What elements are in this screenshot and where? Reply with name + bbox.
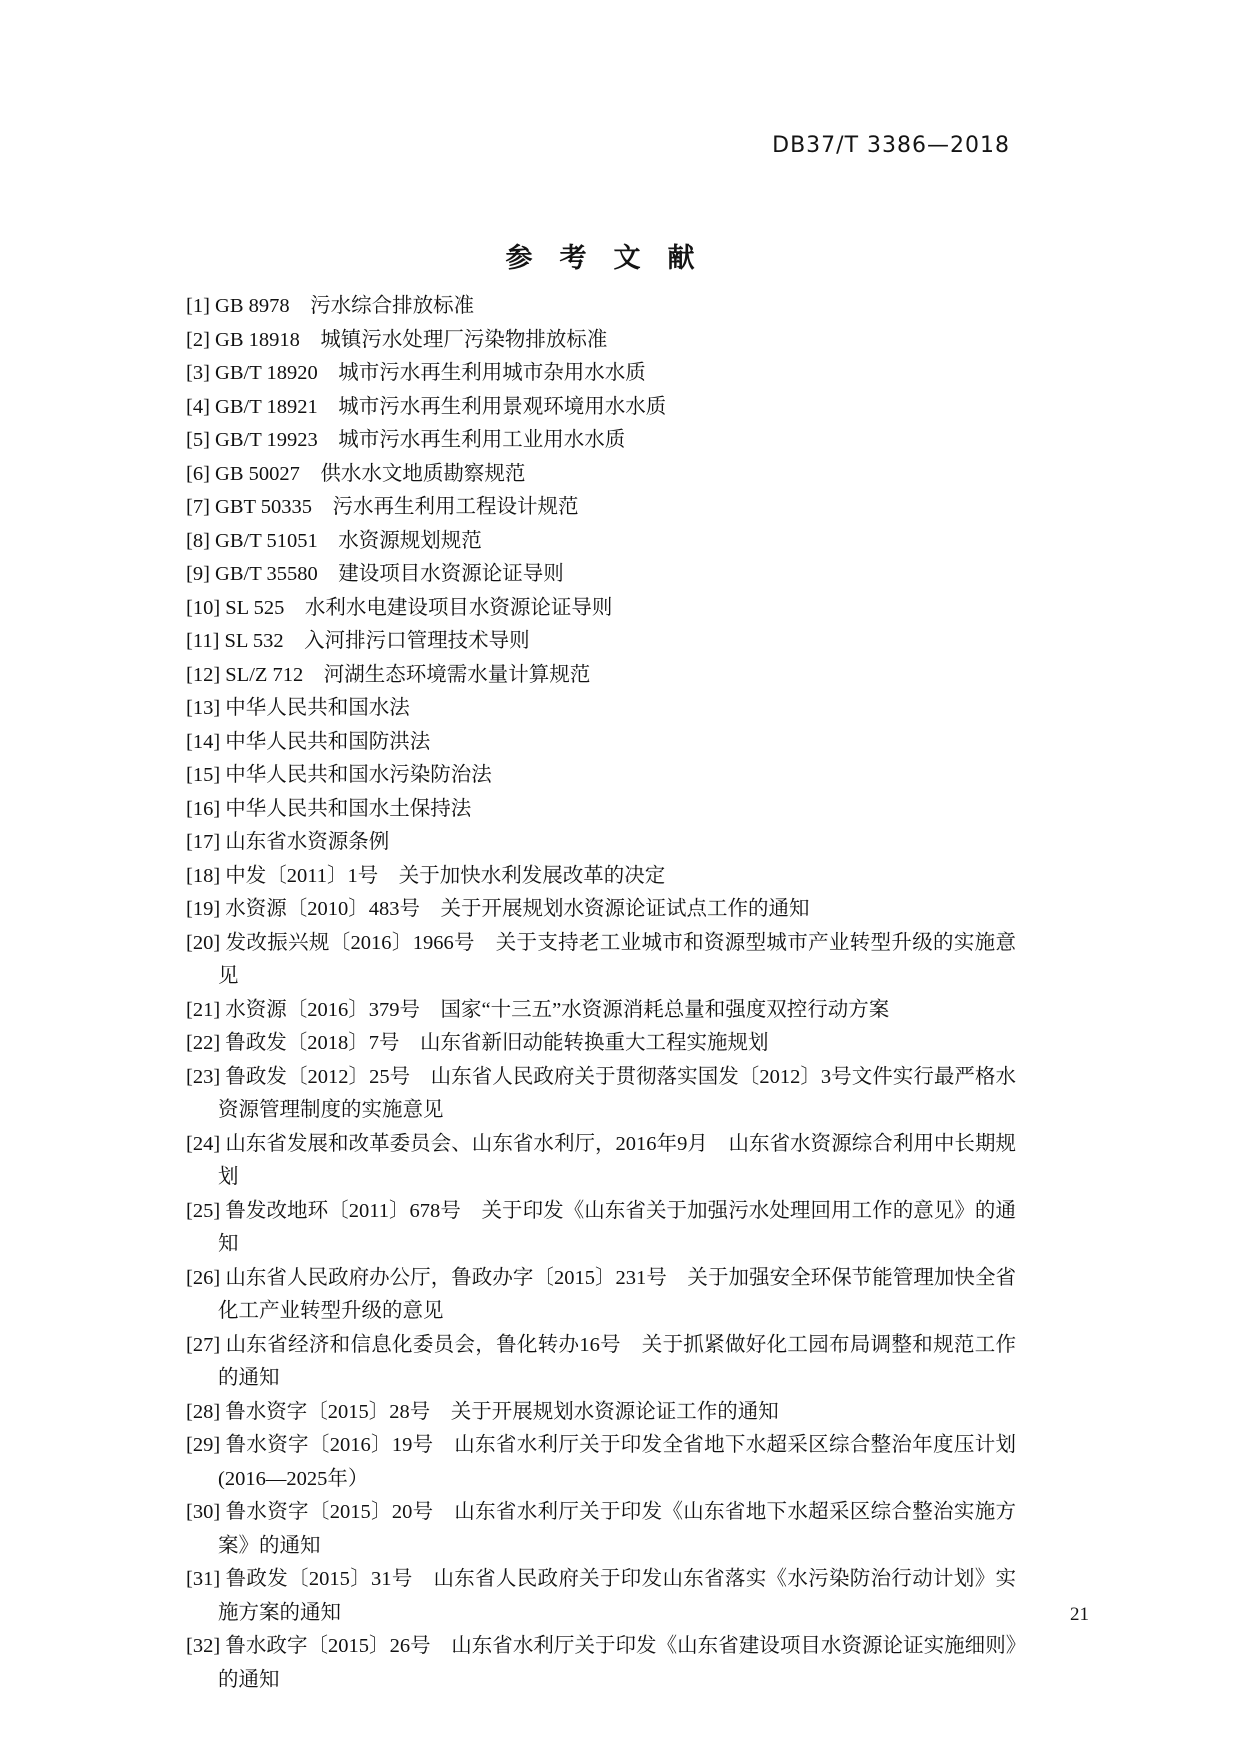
reference-item: [186, 1262, 1016, 1329]
reference-text: GB/T 18921 城市污水再生利用景观环境用水水质: [215, 395, 667, 418]
reference-item: [186, 592, 1016, 626]
reference-item: [186, 625, 1016, 659]
reference-label: [18]: [186, 864, 221, 887]
reference-text: 中华人民共和国防洪法: [225, 730, 431, 753]
reference-text: 山东省发展和改革委员会、山东省水利厅，2016年9月 山东省水资源综合利用中长期规划: [218, 1132, 1017, 1188]
reference-text: 鲁政发〔2015〕31号 山东省人民政府关于印发山东省落实《水污染防治行动计划》实施方案的通知: [218, 1568, 1017, 1624]
reference-item: [186, 424, 1016, 458]
reference-item: [186, 860, 1016, 894]
reference-text: 中发〔2011〕1号 关于加快水利发展改革的决定: [225, 864, 666, 887]
reference-item: [186, 659, 1016, 693]
reference-label: [19]: [186, 898, 221, 920]
reference-item: [186, 558, 1016, 592]
reference-item: [186, 1329, 1016, 1396]
reference-item: [186, 1396, 1016, 1430]
reference-label: [22]: [186, 1032, 221, 1054]
reference-label: [5]: [186, 429, 210, 451]
reference-label: [2]: [186, 328, 210, 351]
page-title: 参 考 文 献: [505, 243, 695, 273]
reference-text: 鲁水资字〔2015〕20号 山东省水利厅关于印发《山东省地下水超采区综合整治实施方案》的通知: [218, 1501, 1017, 1557]
reference-item: [186, 1563, 1016, 1630]
reference-label: [13]: [186, 697, 221, 719]
reference-label: [12]: [186, 663, 221, 686]
reference-text: GB 18918 城镇污水处理厂污染物排放标准: [215, 328, 608, 351]
reference-label: [14]: [186, 730, 221, 753]
reference-list: [186, 290, 1016, 1697]
reference-label: [4]: [186, 395, 210, 418]
reference-text: GB/T 51051 水资源规划规范: [215, 529, 482, 552]
reference-label: [29]: [186, 1434, 221, 1456]
reference-item: [186, 458, 1016, 492]
reference-label: [1]: [186, 295, 210, 317]
reference-label: [3]: [186, 362, 210, 384]
reference-label: [20]: [186, 931, 221, 954]
reference-item: [186, 1027, 1016, 1061]
reference-item: [186, 324, 1016, 358]
reference-text: GB/T 18920 城市污水再生利用城市杂用水水质: [215, 362, 646, 384]
reference-label: [7]: [186, 496, 210, 518]
reference-label: [11]: [186, 630, 220, 652]
reference-text: 水资源〔2010〕483号 关于开展规划水资源论证试点工作的通知: [225, 898, 810, 920]
reference-label: [32]: [186, 1635, 221, 1657]
reference-label: [27]: [186, 1333, 221, 1356]
reference-item: [186, 1128, 1016, 1195]
reference-item: [186, 525, 1016, 559]
reference-label: [25]: [186, 1199, 221, 1222]
reference-item: [186, 290, 1016, 324]
standard-number: DB37/T 3386—2018: [772, 133, 1010, 158]
reference-item: [186, 1061, 1016, 1128]
reference-text: 鲁水资字〔2016〕19号 山东省水利厅关于印发全省地下水超采区综合整治年度压计划(2016—2025年）: [218, 1434, 1017, 1490]
reference-text: 鲁水政字〔2015〕26号 山东省水利厅关于印发《山东省建设项目水资源论证实施细则》的通知: [218, 1635, 1017, 1691]
reference-label: [8]: [186, 529, 210, 552]
reference-text: 鲁政发〔2012〕25号 山东省人民政府关于贯彻落实国发〔2012〕3号文件实行最严格水资源管理制度的实施意见: [218, 1065, 1017, 1121]
reference-item: [186, 391, 1016, 425]
reference-item: [186, 726, 1016, 760]
reference-text: 山东省水资源条例: [225, 831, 390, 853]
reference-text: GB/T 35580 建设项目水资源论证导则: [215, 563, 564, 585]
reference-text: 中华人民共和国水土保持法: [225, 797, 472, 820]
reference-text: SL 525 水利水电建设项目水资源论证导则: [225, 596, 613, 619]
reference-label: [31]: [186, 1568, 221, 1590]
reference-text: SL/Z 712 河湖生态环境需水量计算规范: [225, 663, 591, 686]
reference-item: [186, 491, 1016, 525]
reference-label: [15]: [186, 764, 221, 786]
reference-label: [28]: [186, 1400, 221, 1423]
reference-item: [186, 357, 1016, 391]
reference-label: [26]: [186, 1266, 221, 1289]
reference-item: [186, 826, 1016, 860]
reference-item: [186, 927, 1016, 994]
reference-text: GB 50027 供水水文地质勘察规范: [215, 462, 526, 485]
reference-text: 鲁发改地环〔2011〕678号 关于印发《山东省关于加强污水处理回用工作的意见》的通知: [218, 1199, 1016, 1255]
reference-text: 水资源〔2016〕379号 国家“十三五”水资源消耗总量和强度双控行动方案: [225, 998, 890, 1021]
reference-item: [186, 994, 1016, 1028]
reference-label: [6]: [186, 462, 210, 485]
reference-label: [10]: [186, 596, 221, 619]
reference-item: [186, 759, 1016, 793]
reference-label: [23]: [186, 1065, 221, 1088]
reference-label: [21]: [186, 998, 221, 1021]
reference-text: 中华人民共和国水污染防治法: [225, 764, 492, 786]
reference-item: [186, 1630, 1016, 1697]
reference-item: [186, 692, 1016, 726]
reference-label: [17]: [186, 831, 221, 853]
reference-label: [30]: [186, 1501, 221, 1523]
page-number: 21: [1070, 1604, 1089, 1625]
reference-text: 山东省经济和信息化委员会，鲁化转办16号 关于抓紧做好化工园布局调整和规范工作的通知: [218, 1333, 1017, 1389]
reference-label: [16]: [186, 797, 221, 820]
reference-text: SL 532 入河排污口管理技术导则: [224, 630, 530, 652]
reference-text: GBT 50335 污水再生利用工程设计规范: [215, 496, 579, 518]
reference-item: [186, 1429, 1016, 1496]
reference-text: 发改振兴规〔2016〕1966号 关于支持老工业城市和资源型城市产业转型升级的实施意见: [218, 931, 1017, 987]
reference-item: [186, 893, 1016, 927]
reference-text: 鲁水资字〔2015〕28号 关于开展规划水资源论证工作的通知: [225, 1400, 779, 1423]
reference-text: 鲁政发〔2018〕7号 山东省新旧动能转换重大工程实施规划: [225, 1032, 769, 1054]
reference-label: [24]: [186, 1132, 221, 1155]
reference-text: 山东省人民政府办公厅，鲁政办字〔2015〕231号 关于加强安全环保节能管理加快全省化工产业转型升级的意见: [218, 1266, 1017, 1322]
reference-text: GB/T 19923 城市污水再生利用工业用水水质: [215, 429, 626, 451]
reference-label: [9]: [186, 563, 210, 585]
reference-item: [186, 793, 1016, 827]
reference-item: [186, 1496, 1016, 1563]
reference-item: [186, 1195, 1016, 1262]
reference-text: GB 8978 污水综合排放标准: [215, 295, 475, 317]
reference-text: 中华人民共和国水法: [225, 697, 410, 719]
